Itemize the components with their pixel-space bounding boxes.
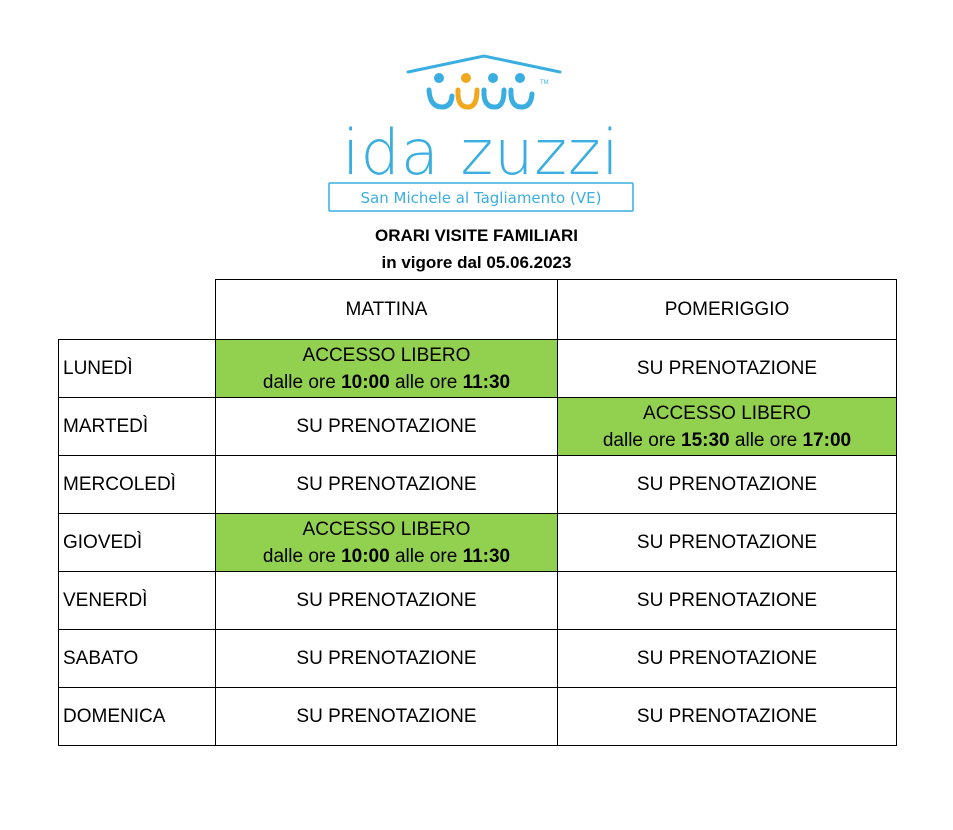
booking-label: SU PRENOTAZIONE <box>296 706 477 727</box>
day-name-cell: GIOVEDÌ <box>59 514 216 572</box>
morning-cell <box>216 398 558 456</box>
end-time: 17:00 <box>802 429 852 451</box>
day-name-cell: LUNEDÌ <box>59 340 216 398</box>
time-connector: alle ore <box>394 545 458 567</box>
roof-line <box>408 56 560 72</box>
free-access-label: ACCESSO LIBERO <box>643 402 811 424</box>
morning-cell <box>216 456 558 514</box>
table-row <box>59 398 897 456</box>
table-row <box>59 340 897 398</box>
booking-label: SU PRENOTAZIONE <box>296 416 477 437</box>
booking-label: SU PRENOTAZIONE <box>296 648 477 669</box>
time-range <box>216 369 557 396</box>
day-name-cell: VENERDÌ <box>59 572 216 630</box>
logo-subtitle: San Michele al Tagliamento (VE) <box>360 189 602 207</box>
booking-label: SU PRENOTAZIONE <box>636 648 818 669</box>
logo-graphic <box>326 50 636 215</box>
morning-cell <box>216 630 558 688</box>
free-access-label: ACCESSO LIBERO <box>302 518 471 540</box>
table-body <box>59 340 897 746</box>
morning-cell <box>216 340 558 398</box>
day-name-cell: MERCOLEDÌ <box>59 456 216 514</box>
afternoon-cell <box>558 572 897 630</box>
booking-label: SU PRENOTAZIONE <box>296 590 477 611</box>
table-row <box>59 688 897 746</box>
day-name-cell: SABATO <box>59 630 216 688</box>
booking-label: SU PRENOTAZIONE <box>636 532 818 553</box>
start-time: 10:00 <box>341 371 390 393</box>
afternoon-cell <box>558 688 897 746</box>
morning-cell <box>216 688 558 746</box>
time-range <box>216 543 557 570</box>
family-figures-icon <box>429 73 532 107</box>
table-row <box>59 572 897 630</box>
table-row <box>59 456 897 514</box>
start-time: 10:00 <box>341 545 390 567</box>
time-prefix: dalle ore <box>602 429 676 451</box>
table-corner-cell <box>59 280 216 340</box>
time-range <box>558 427 896 454</box>
morning-cell <box>216 572 558 630</box>
table-row <box>59 514 897 572</box>
title-block <box>0 222 953 276</box>
page-title: ORARI VISITE FAMILIARI <box>374 226 579 245</box>
day-name-cell: DOMENICA <box>59 688 216 746</box>
ida-zuzzi-logo <box>326 50 636 215</box>
logo-wordmark: ida zuzzi <box>342 116 620 189</box>
afternoon-cell <box>558 398 897 456</box>
start-time: 15:30 <box>681 429 730 451</box>
afternoon-cell <box>558 340 897 398</box>
end-time: 11:30 <box>462 545 511 567</box>
time-prefix: dalle ore <box>262 371 336 393</box>
page-subtitle: in vigore dal 05.06.2023 <box>381 253 572 272</box>
booking-label: SU PRENOTAZIONE <box>636 590 818 611</box>
end-time: 11:30 <box>462 371 511 393</box>
morning-cell <box>216 514 558 572</box>
free-access-label: ACCESSO LIBERO <box>302 344 471 366</box>
logo-trademark: TM <box>540 80 549 86</box>
booking-label: SU PRENOTAZIONE <box>636 474 818 495</box>
column-header-morning: MATTINA <box>216 280 558 340</box>
column-header-afternoon: POMERIGGIO <box>558 280 897 340</box>
day-name-cell: MARTEDÌ <box>59 398 216 456</box>
visiting-hours-table <box>58 279 897 746</box>
booking-label: SU PRENOTAZIONE <box>296 474 477 495</box>
time-connector: alle ore <box>734 429 798 451</box>
booking-label: SU PRENOTAZIONE <box>636 706 818 727</box>
table-row <box>59 630 897 688</box>
time-connector: alle ore <box>394 371 458 393</box>
time-prefix: dalle ore <box>262 545 336 567</box>
afternoon-cell <box>558 456 897 514</box>
afternoon-cell <box>558 630 897 688</box>
table-header-row <box>59 280 897 340</box>
afternoon-cell <box>558 514 897 572</box>
booking-label: SU PRENOTAZIONE <box>636 358 818 379</box>
